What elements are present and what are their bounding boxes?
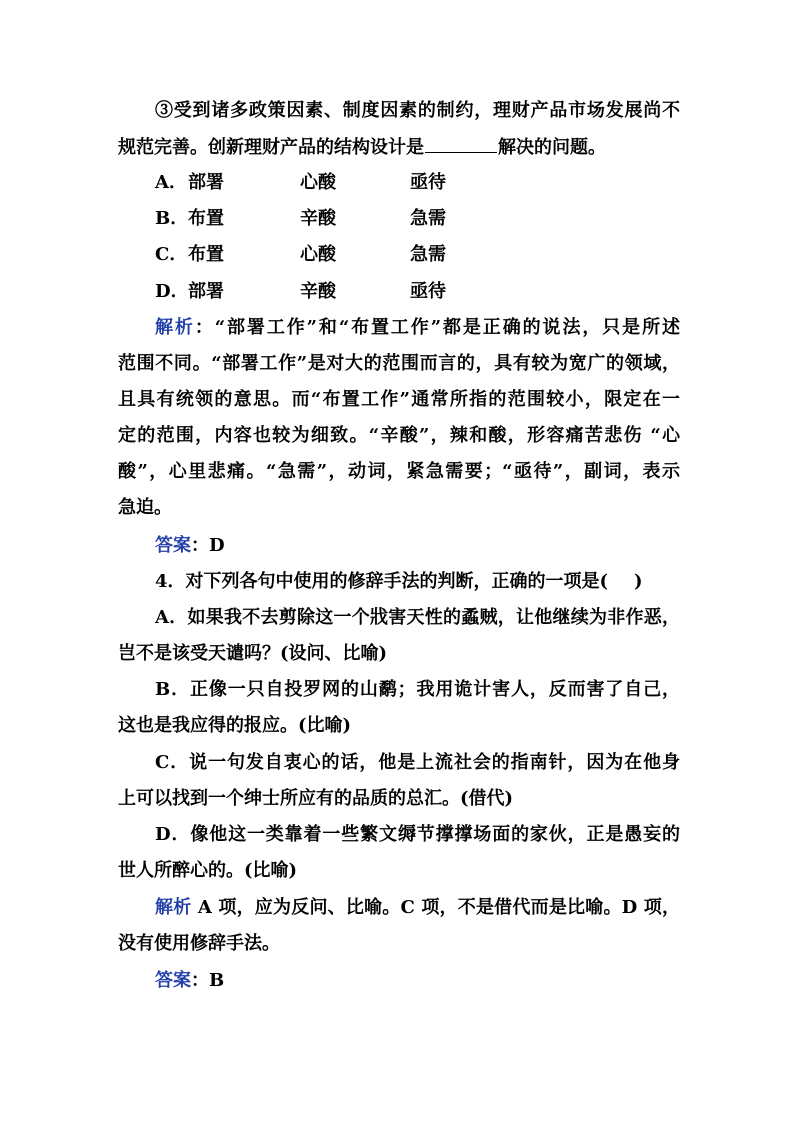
q4-analysis-line2: 没有使用修辞手法。	[118, 933, 280, 954]
q4-option-a-line1: A．如果我不去剪除这一个戕害天性的蟊贼，让他继续为非作恶，	[155, 607, 680, 628]
q4-option-d-line2: 世人所醉心的。(比喻)	[118, 860, 298, 881]
q3-analysis-line4: 定的范围，内容也较为细致。“辛酸”，辣和酸，形容痛苦悲伤 “心	[118, 425, 680, 446]
q3-analysis-line1: 解析：“部署工作”和“布置工作”都是正确的说法，只是所述	[155, 317, 680, 338]
q3-answer: 答案：D	[155, 535, 225, 556]
q4-option-d-line1: D．像他这一类靠着一些繁文缛节撑撑场面的家伙，正是愚妄的	[155, 824, 680, 845]
q4-option-b-line2: 这也是我应得的报应。(比喻)	[118, 715, 352, 736]
q4-answer: 答案：B	[155, 970, 225, 991]
q4-analysis-line1: 解析 A 项，应为反问、比喻。C 项，不是借代而是比喻。D 项，	[155, 897, 680, 918]
q3-analysis-line5: 酸”，心里悲痛。“急需”，动词，紧急需要；“亟待”，副词，表示	[118, 461, 680, 482]
q4-option-c-line2: 上可以找到一个绅士所应有的品质的总汇。(借代)	[118, 788, 514, 809]
analysis-label: 解析	[155, 317, 195, 338]
q3-analysis-line2: 范围不同。“部署工作”是对大的范围而言的，具有较为宽广的领域，	[118, 353, 680, 374]
analysis-label: 解析	[155, 897, 192, 918]
q3-analysis-line6: 急迫。	[118, 497, 172, 518]
document-page: ③受到诸多政策因素、制度因素的制约，理财产品市场发展尚不 规范完善。创新理财产品的结构设计是 解决的问题。 A． 部署 心酸 亟待 B． 布置 辛酸 急需 C． 布置 心酸 急需 D． 部署 辛酸 亟待 解析：“部署工作”和“布置工作”都是正确的说法，只是所述 范围不同。“部署工作”是对大的范围而言的，具有较为宽广的领域， 且具有统领的意思。而“布置工作”通常所指的范围较小，限定在一 定的范围，内容也较为细致。“辛酸”，辣和酸，形容痛苦悲伤 “心 酸”，心里悲痛。“急需”，动词，紧急需要；“亟待”，副词，表示 急迫。 答案：D 4．对下列各句中使用的修辞手法的判断，正确的一项是( ) A．如果我不去剪除这一个戕害天性的蟊贼，让他继续为非作恶， 岂不是该受天谴吗？(设问、比喻) B．正像一只自投罗网的山鹬；我用诡计害人，反而害了自己， 这也是我应得的报应。(比喻) C．说一句发自衷心的话，他是上流社会的指南针，因为在他身 上可以找到一个绅士所应有的品质的总汇。(借代) D．像他这一类靠着一些繁文缛节撑撑场面的家伙，正是愚妄的 世人所醉心的。(比喻) 解析 A 项，应为反问、比喻。C 项，不是借代而是比喻。D 项， 没有使用修辞手法。 答案：B	[118, 100, 680, 991]
q3-analysis-line3: 且具有统领的意思。而“布置工作”通常所指的范围较小，限定在一	[118, 389, 680, 410]
q4-option-c-line1: C．说一句发自衷心的话，他是上流社会的指南针，因为在他身	[155, 752, 680, 773]
fill-blank	[425, 134, 497, 153]
q3-item3-line1: ③受到诸多政策因素、制度因素的制约，理财产品市场发展尚不	[155, 100, 680, 121]
answer-label: 答案	[155, 970, 191, 991]
q4-option-b-line1: B．正像一只自投罗网的山鹬；我用诡计害人，反而害了自己，	[155, 679, 680, 700]
q4-stem: 4．对下列各句中使用的修辞手法的判断，正确的一项是( )	[155, 571, 643, 592]
q4-option-a-line2: 岂不是该受天谴吗？(设问、比喻)	[118, 643, 388, 664]
answer-label: 答案	[155, 535, 191, 556]
q3-item3-line2: 规范完善。创新理财产品的结构设计是 解决的问题。	[118, 134, 680, 160]
